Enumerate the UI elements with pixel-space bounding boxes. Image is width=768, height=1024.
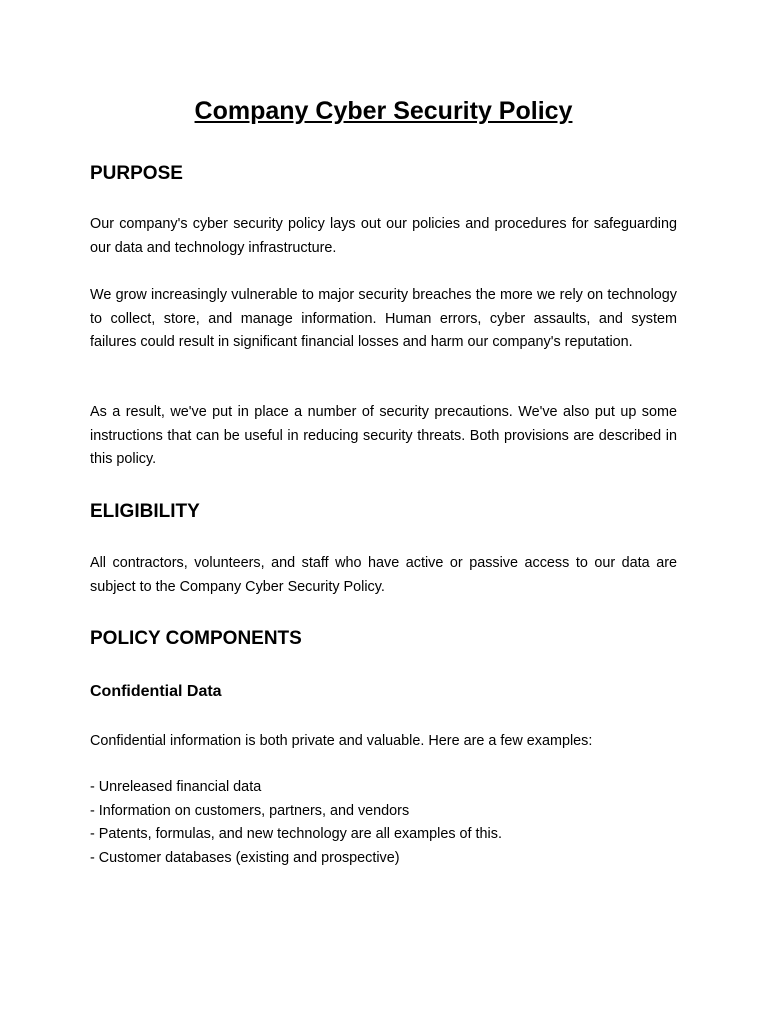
list-item: - Information on customers, partners, and vendors xyxy=(90,802,410,819)
purpose-paragraph-2: We grow increasingly vulnerable to major security breaches the more we rely on technology to collect, store, and manage information. Human errors, cyber assaults, and system failures could result in significant financial losses and harm our company's reputation. xyxy=(90,287,677,351)
eligibility-heading: ELIGIBILITY xyxy=(90,501,200,522)
list-item: - Customer databases (existing and prospective) xyxy=(90,849,400,866)
list-item: - Unreleased financial data xyxy=(90,779,262,795)
list-item: - Patents, formulas, and new technology are all examples of this. xyxy=(90,826,502,843)
document-title: Company Cyber Security Policy xyxy=(194,97,573,125)
policy-components-heading: POLICY COMPONENTS xyxy=(90,628,302,649)
confidential-data-list xyxy=(90,776,502,870)
confidential-data-heading: Confidential Data xyxy=(90,683,222,700)
confidential-data-intro: Confidential information is both private and valuable. Here are a few examples: xyxy=(90,733,593,749)
purpose-paragraph-1: Our company's cyber security policy lays out our policies and procedures for safeguarding our data and technology infrastructure. xyxy=(90,216,677,256)
eligibility-paragraph: All contractors, volunteers, and staff who have active or passive access to our data are subject to the Company Cyber Security Policy. xyxy=(90,555,677,595)
purpose-paragraph-3: As a result, we've put in place a number of security precautions. We've also put up some instructions that can be useful in reducing security threats. Both provisions are described in this policy. xyxy=(90,404,677,468)
purpose-heading: PURPOSE xyxy=(90,163,183,184)
